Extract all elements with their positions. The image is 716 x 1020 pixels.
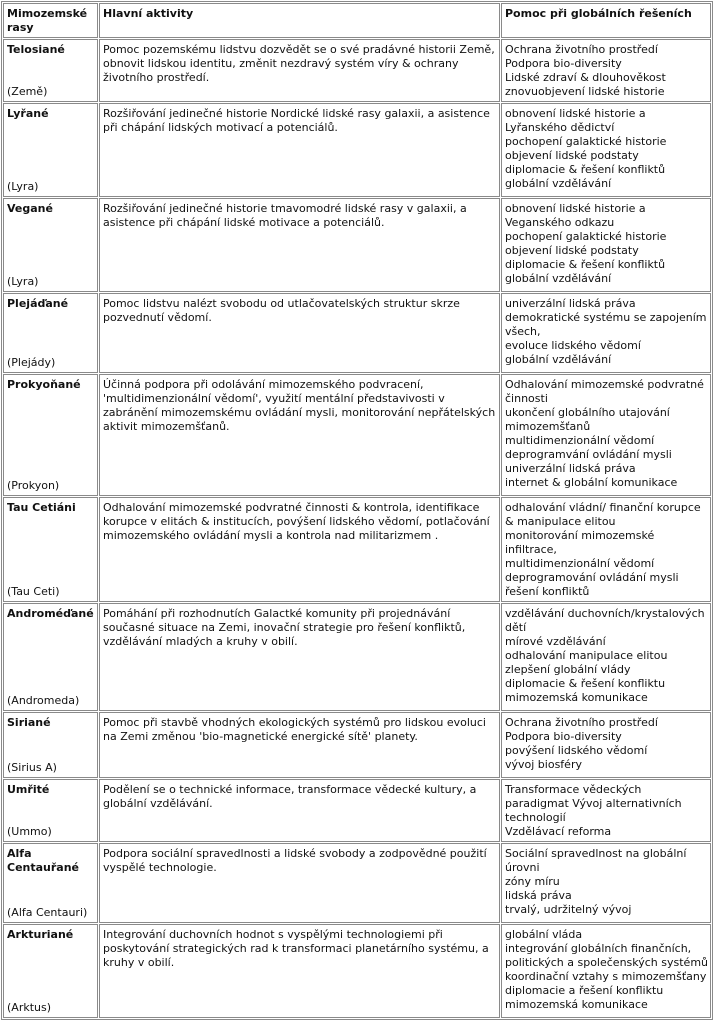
help-item: globální vzdělávání [505,177,612,190]
table-row [3,103,711,197]
header-activities: Hlavní aktivity [99,3,500,38]
activity-cell: Podpora sociální spravedlnosti a lidské svobody a zodpovědné použití vyspělé technologie. [99,843,500,923]
race-cell [3,374,98,496]
help-item: Ochrana životního prostředí [505,43,658,56]
help-item: Veganského odkazu [505,216,615,229]
table-row [3,39,711,102]
help-cell [501,198,711,292]
help-item: globální vzdělávání [505,272,612,285]
help-item: globální vláda [505,928,583,941]
table-row [3,924,711,1018]
help-item: lidská práva [505,889,572,902]
table-row [3,712,711,778]
activity-cell: Odhalování mimozemské podvratné činnosti & kontrola, identifikace korupce v elitách & institucích, povýšení lidského vědomí, potlačování mimozemského ovládání mysli a kontrola nad militarizmem . [99,497,500,602]
activity-cell: Rozšiřování jedinečné historie tmavomodré lidské rasy v galaxii, a asistence při chápání lidské motivace a potenciálů. [99,198,500,292]
race-name: Alfa Centauřané [7,847,80,874]
race-origin: (Prokyon) [7,479,60,492]
help-item: Podpora bio-diversity [505,57,622,70]
race-name: Siriané [7,716,51,729]
help-cell [501,603,711,711]
activity-cell: Integrování duchovních hodnot s vyspělými technologiemi při poskytování strategických rad k transformaci planetárního systému, a kruhy v obilí. [99,924,500,1018]
help-item: multidimenzionální vědomí [505,557,655,570]
race-cell [3,39,98,102]
race-origin: (Arktus) [7,1001,52,1014]
race-origin: (Alfa Centauri) [7,906,88,919]
help-item: řešení konfliktů [505,585,590,598]
header-row [3,3,711,38]
help-item: objevení lidské podstaty [505,244,639,257]
help-item: objevení lidské podstaty [505,149,639,162]
table-row [3,374,711,496]
race-name: Arkturiané [7,928,74,941]
help-item: odhalování vládní/ finanční korupce & manipulace elitou [505,501,701,528]
help-item: Odhalování mimozemské podvratné činnosti [505,378,704,405]
help-item: deprogramování ovládání mysli [505,571,679,584]
header-help: Pomoc při globálních řešeních [501,3,711,38]
help-item: Podpora bio-diversity [505,730,622,743]
help-item: obnovení lidské historie a [505,202,646,215]
activity-cell: Pomáhání při rozhodnutích Galactké komunity při projednávání současné situace na Zemi, inovační strategie pro řešení konfliktů, vzdělávání mladých a kruhy v obilí. [99,603,500,711]
race-cell [3,198,98,292]
help-item: zóny míru [505,875,560,888]
help-item: mírové vzdělávání [505,635,606,648]
help-item: univerzální lidská práva [505,297,636,310]
help-item: diplomacie & řešení konfliktů [505,258,666,271]
help-item: ukončení globálního utajování mimozemšťanů [505,406,670,433]
help-item: znovuobjevení lidské historie [505,85,665,98]
help-item: monitorování mimozemské infiltrace, [505,529,655,556]
race-cell [3,779,98,842]
help-item: internet & globální komunikace [505,476,678,489]
race-origin: (Země) [7,85,48,98]
table-row [3,779,711,842]
race-cell [3,293,98,373]
help-item: diplomacie & řešení konfliktu [505,677,666,690]
help-item: mimozemská komunikace [505,998,648,1011]
race-cell [3,924,98,1018]
race-cell [3,497,98,602]
race-origin: (Lyra) [7,180,39,193]
race-name: Telosiané [7,43,65,56]
help-cell [501,103,711,197]
help-item: vývoj biosféry [505,758,582,771]
help-item: Lidské zdraví & dlouhověkost [505,71,666,84]
races-table [1,1,713,1020]
help-cell [501,497,711,602]
help-item: pochopení galaktické historie [505,230,667,243]
activity-cell: Pomoc lidstvu nalézt svobodu od utlačovatelských struktur skrze pozvednutí vědomí. [99,293,500,373]
help-item: pochopení galaktické historie [505,135,667,148]
help-item: univerzální lidská práva [505,462,636,475]
help-cell [501,924,711,1018]
help-item: Lyřanského dědictví [505,121,615,134]
help-cell [501,39,711,102]
race-name: Lyřané [7,107,49,120]
table-row [3,843,711,923]
race-name: Vegané [7,202,53,215]
race-name: Umřité [7,783,50,796]
help-item: zlepšení globální vlády [505,663,631,676]
header-races: Mimozemské rasy [3,3,98,38]
help-item: Ochrana životního prostředí [505,716,658,729]
help-item: Vzdělávací reforma [505,825,612,838]
race-name: Prokyoňané [7,378,81,391]
race-cell [3,603,98,711]
help-item: obnovení lidské historie a [505,107,646,120]
help-item: vzdělávání duchovních/krystalových dětí [505,607,705,634]
race-origin: (Plejády) [7,356,56,369]
help-item: Transformace vědeckých paradigmat Vývoj alternativních technologií [505,783,682,824]
race-cell [3,103,98,197]
activity-cell: Pomoc při stavbě vhodných ekologických systémů pro lidskou evoluci na Zemi změnou 'bio-magnetické energické sítě' planety. [99,712,500,778]
activity-cell: Účinná podpora při odolávání mimozemského podvracení, 'multidimenzionální vědomí', využití mentální představivosti v zabránění mimozemskému ovládání mysli, monitorování nepřátelských aktivit mimozemšťanů. [99,374,500,496]
help-cell [501,374,711,496]
activity-cell: Pomoc pozemskému lidstvu dozvědět se o své pradávné historii Země, obnovit lidskou identitu, změnit nezdravý systém víry & ochrany životního prostředí. [99,39,500,102]
race-name: Androméďané [7,607,94,620]
help-item: Sociální spravedlnost na globální úrovni [505,847,687,874]
help-item: multidimenzionální vědomí [505,434,655,447]
help-item: deprogramvání ovládání mysli [505,448,672,461]
activity-cell: Rozšiřování jedinečné historie Nordické lidské rasy galaxii, a asistence při chápání lidských motivací a potenciálů. [99,103,500,197]
help-item: demokratické systému se zapojením všech, [505,311,707,338]
table-row [3,198,711,292]
race-origin: (Lyra) [7,275,39,288]
help-item: evoluce lidského vědomí [505,339,641,352]
table-row [3,497,711,602]
help-item: mimozemská komunikace [505,691,648,704]
race-origin: (Andromeda) [7,694,80,707]
race-name: Plejáďané [7,297,69,310]
race-cell [3,712,98,778]
help-cell [501,293,711,373]
help-item: diplomacie & řešení konfliktů [505,163,666,176]
help-item: diplomacie a řešení konfliktu [505,984,664,997]
race-cell [3,843,98,923]
help-item: trvalý, udržitelný vývoj [505,903,632,916]
help-item: koordinační vztahy s mimozemšťany [505,970,707,983]
help-item: odhalování manipulace elitou [505,649,668,662]
help-cell [501,843,711,923]
help-item: integrování globálních finančních, politických a společenských systémů [505,942,709,969]
race-name: Tau Cetiáni [7,501,76,514]
race-origin: (Tau Ceti) [7,585,60,598]
table-row [3,603,711,711]
help-cell [501,779,711,842]
race-origin: (Ummo) [7,825,52,838]
help-cell [501,712,711,778]
activity-cell: Podělení se o technické informace, transformace vědecké kultury, a globální vzdělávání. [99,779,500,842]
table-row [3,293,711,373]
race-origin: (Sirius A) [7,761,57,774]
help-item: globální vzdělávání [505,353,612,366]
help-item: povýšení lidského vědomí [505,744,648,757]
